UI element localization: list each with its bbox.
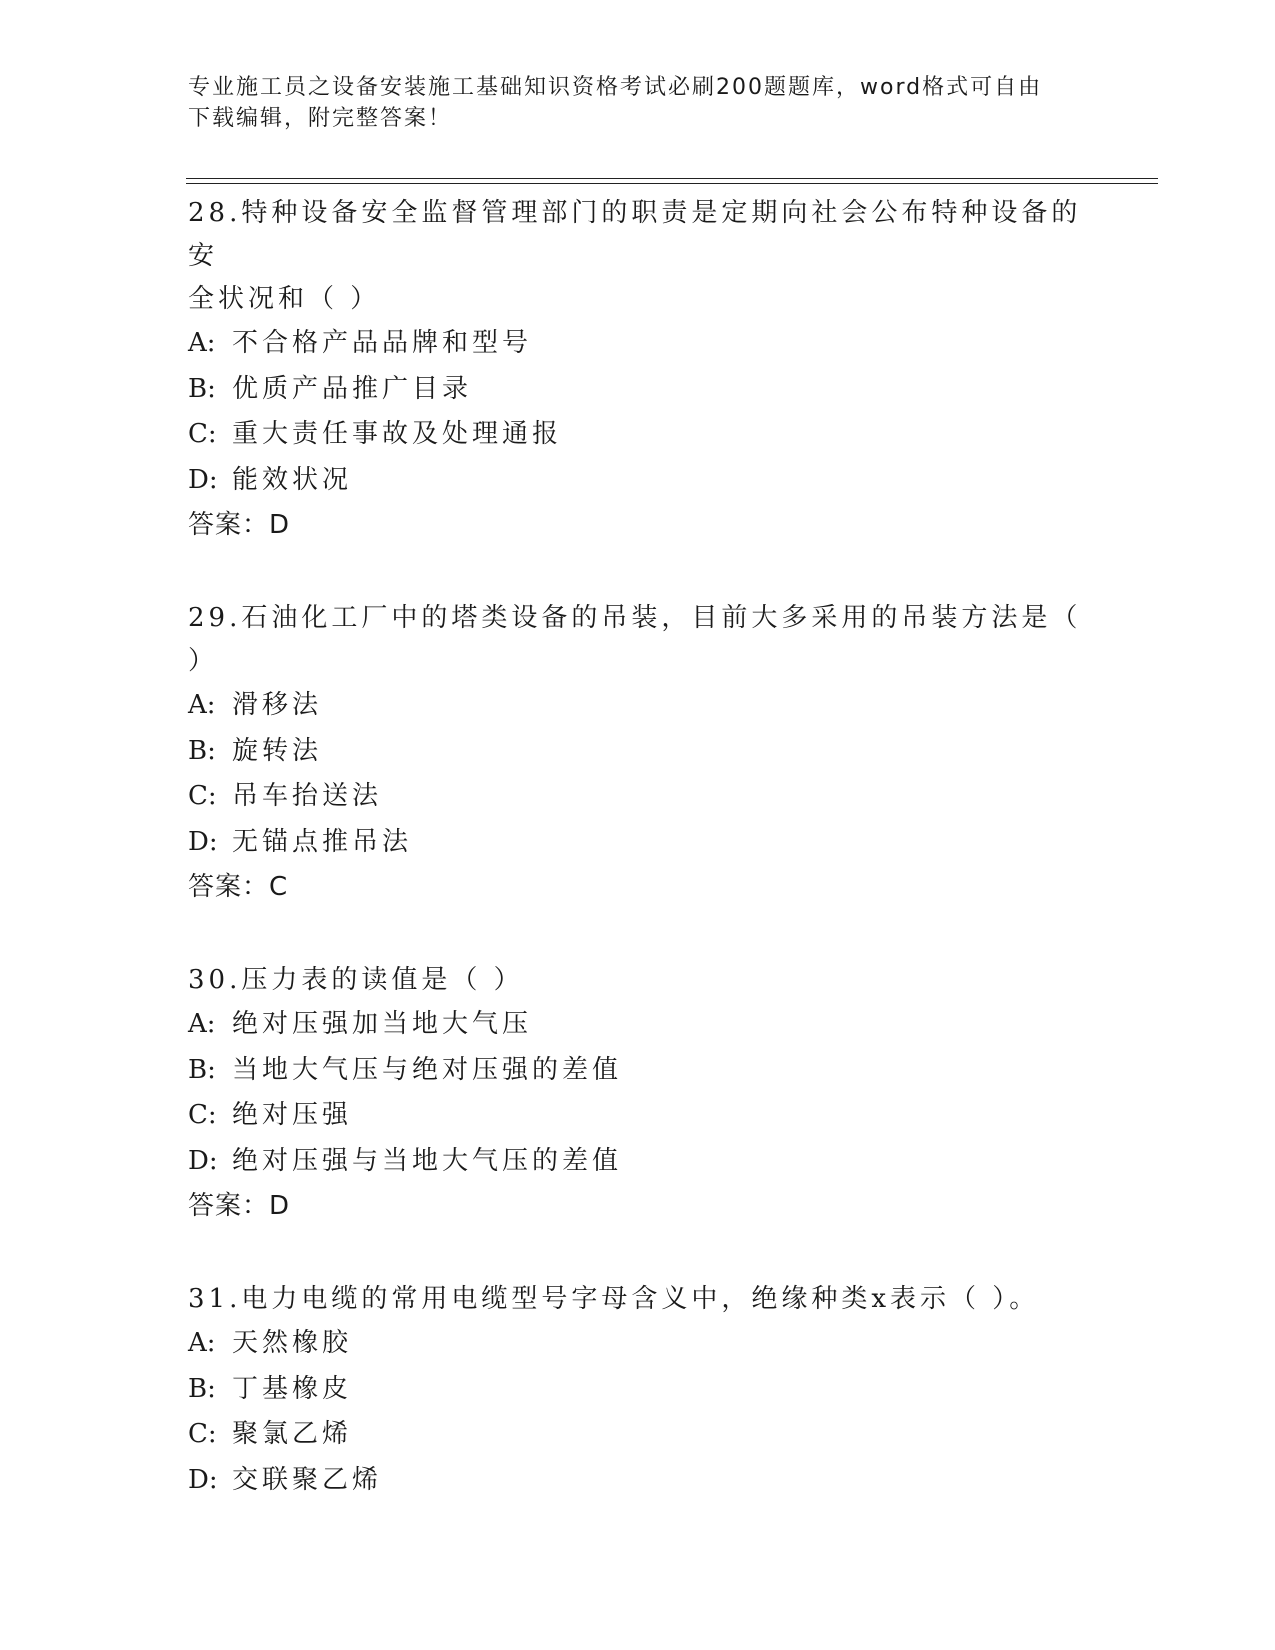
question-spacer [188,1229,1088,1276]
option-text: 能效状况 [232,464,353,495]
header-line-1: 专业施工员之设备安装施工基础知识资格考试必刷200题题库，word格式可自由 [188,75,1043,100]
option-key: B: [188,373,216,404]
option-a [188,683,1088,729]
header-line-2: 下载编辑，附完整答案！ [188,106,453,131]
answer: 答案：C [188,872,289,902]
option-text: 当地大气压与绝对压强的差值 [232,1054,623,1085]
option-text: 吊车抬送法 [232,781,383,811]
option-a [188,1321,1088,1367]
option-key: D: [188,1464,218,1495]
option-text: 不合格产品品牌和型号 [232,328,533,358]
answer: 答案：D [188,1191,291,1221]
option-b [188,1048,1088,1094]
option-b [188,367,1088,413]
option-a [188,1002,1088,1048]
question-30 [188,957,1088,1229]
question-stem [188,957,1088,1002]
option-text: 无锚点推吊法 [232,826,413,857]
option-key: A: [188,1009,216,1039]
option-a [188,321,1088,367]
option-d [188,820,1088,866]
option-b [188,729,1088,775]
question-stem-line: 29.石油化工厂中的塔类设备的吊装，目前大多采用的吊装方法是（ [188,603,1082,633]
option-key: D: [188,464,218,495]
option-key: B: [188,1054,216,1085]
option-c [188,774,1088,820]
question-spacer [188,910,1088,957]
option-key: C: [188,781,217,811]
question-stem [188,1276,1088,1321]
question-spacer [188,548,1088,595]
option-text: 交联聚乙烯 [232,1464,383,1495]
option-key: D: [188,1145,218,1176]
option-text: 天然橡胶 [232,1328,353,1358]
question-28 [188,190,1088,548]
question-29 [188,595,1088,910]
option-b [188,1367,1088,1413]
option-key: B: [188,735,216,766]
option-key: C: [188,1100,217,1130]
header-divider-top [186,178,1158,179]
option-text: 优质产品推广目录 [232,373,473,404]
option-text: 绝对压强加当地大气压 [232,1009,533,1039]
option-key: B: [188,1373,216,1404]
option-text: 绝对压强与当地大气压的差值 [232,1145,623,1176]
option-key: A: [188,1328,216,1358]
option-key: C: [188,419,217,449]
question-stem [188,595,1088,683]
question-stem-line: 全状况和（ ） [188,284,381,314]
answer: 答案：D [188,510,291,540]
option-key: D: [188,826,218,857]
question-stem-line: 30.压力表的读值是（ ） [188,965,524,995]
option-c [188,1093,1088,1139]
question-list [188,190,1088,1503]
option-text: 旋转法 [232,735,323,766]
option-text: 聚氯乙烯 [232,1419,353,1449]
option-d [188,1458,1088,1504]
document-header [188,72,1088,134]
option-c [188,412,1088,458]
option-text: 重大责任事故及处理通报 [232,419,563,449]
option-c [188,1412,1088,1458]
header-divider-bottom [186,183,1158,184]
option-d [188,458,1088,504]
option-key: A: [188,328,216,358]
question-stem-line: ） [188,646,219,676]
option-text: 丁基橡皮 [232,1373,353,1404]
question-31 [188,1276,1088,1503]
question-stem [188,190,1088,321]
option-text: 滑移法 [232,690,323,720]
question-stem-line: 28.特种设备安全监督管理部门的职责是定期向社会公布特种设备的安 [188,198,1082,271]
option-key: C: [188,1419,217,1449]
option-text: 绝对压强 [232,1100,353,1130]
option-d [188,1139,1088,1185]
option-key: A: [188,690,216,720]
question-stem-line: 31.电力电缆的常用电缆型号字母含义中，绝缘种类x表示（ ）。 [188,1284,1040,1314]
